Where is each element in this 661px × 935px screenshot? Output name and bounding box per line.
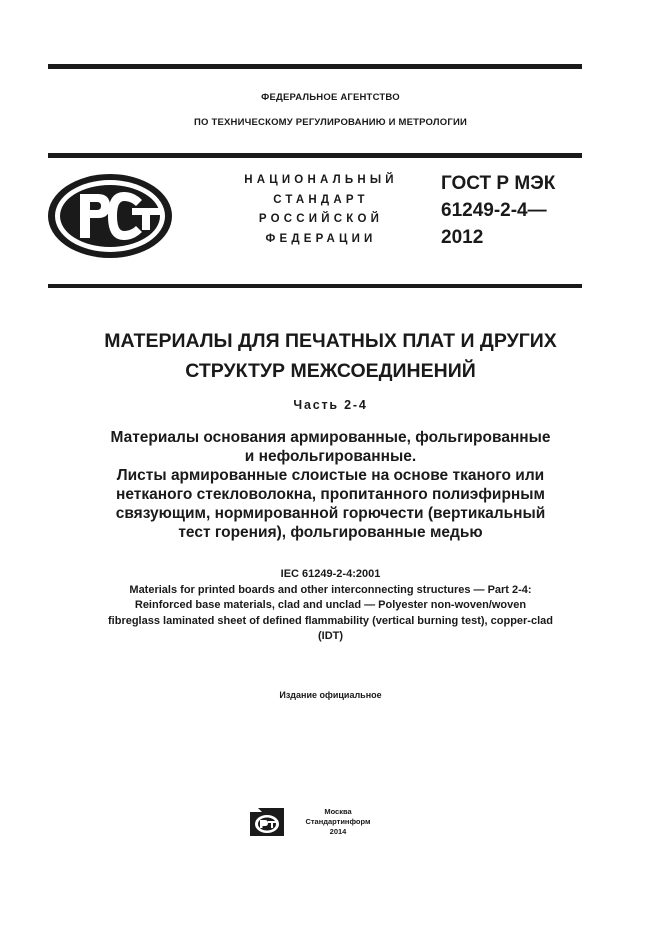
publisher-year: 2014 bbox=[329, 827, 347, 836]
top-rule bbox=[48, 64, 582, 69]
subtitle-line-2: и нефольгированные. bbox=[244, 448, 417, 465]
designation-line-3: 2012 bbox=[441, 227, 484, 248]
national-standard-line-4: ФЕДЕРАЦИИ bbox=[265, 232, 377, 245]
designation-line-1: ГОСТ Р МЭК bbox=[441, 173, 556, 194]
rst-logo-icon bbox=[46, 172, 174, 260]
subtitle-line-1: Материалы основания армированные, фольгированные bbox=[110, 429, 551, 446]
document-subtitle bbox=[0, 428, 661, 542]
standard-designation bbox=[441, 170, 555, 251]
title-line-1: МАТЕРИАЛЫ ДЛЯ ПЕЧАТНЫХ ПЛАТ И ДРУГИХ bbox=[104, 330, 557, 352]
edition-label: Издание официальное bbox=[279, 690, 382, 700]
document-title bbox=[0, 326, 661, 386]
standartinform-logo-icon bbox=[248, 806, 288, 838]
subtitle-line-3: Листы армированные слоистые на основе тканого или bbox=[116, 467, 545, 484]
iec-line-5: (IDT) bbox=[317, 630, 344, 642]
iec-reference bbox=[0, 567, 661, 645]
publisher-name: Стандартинформ bbox=[305, 817, 371, 826]
designation-line-2: 61249-2-4— bbox=[441, 200, 547, 221]
national-standard-line-3: РОССИЙСКОЙ bbox=[258, 213, 384, 225]
subtitle-line-6: тест горения), фольгированные медью bbox=[178, 524, 483, 541]
iec-line-2: Materials for printed boards and other interconnecting structures — Part 2-4: bbox=[129, 583, 532, 596]
subtitle-line-5: связующим, нормированной горючести (вертикальный bbox=[115, 505, 546, 522]
iec-line-1: IEC 61249-2-4:2001 bbox=[280, 568, 381, 580]
subtitle-line-4: нетканого стекловолокна, пропитанного полиэфирным bbox=[116, 486, 545, 503]
title-line-2: СТРУКТУР МЕЖСОЕДИНЕНИЙ bbox=[185, 360, 476, 382]
iec-line-3: Reinforced base materials, clad and unclad — Polyester non-woven/woven bbox=[134, 599, 527, 611]
agency-line-2: ПО ТЕХНИЧЕСКОМУ РЕГУЛИРОВАНИЮ И МЕТРОЛОГИИ bbox=[194, 117, 467, 128]
publisher-city: Москва bbox=[324, 807, 352, 816]
national-standard-label bbox=[226, 171, 416, 249]
national-standard-line-1: НАЦИОНАЛЬНЫЙ bbox=[244, 174, 398, 186]
agency-line-1: ФЕДЕРАЛЬНОЕ АГЕНТСТВО bbox=[261, 92, 400, 103]
national-standard-line-2: СТАНДАРТ bbox=[273, 193, 369, 206]
mid-rule bbox=[48, 284, 582, 288]
publisher-imprint bbox=[293, 807, 383, 837]
part-label: Часть 2-4 bbox=[293, 398, 368, 412]
header-rule bbox=[48, 153, 582, 158]
iec-line-4: fibreglass laminated sheet of defined flammability (vertical burning test), copper-clad bbox=[108, 614, 553, 627]
